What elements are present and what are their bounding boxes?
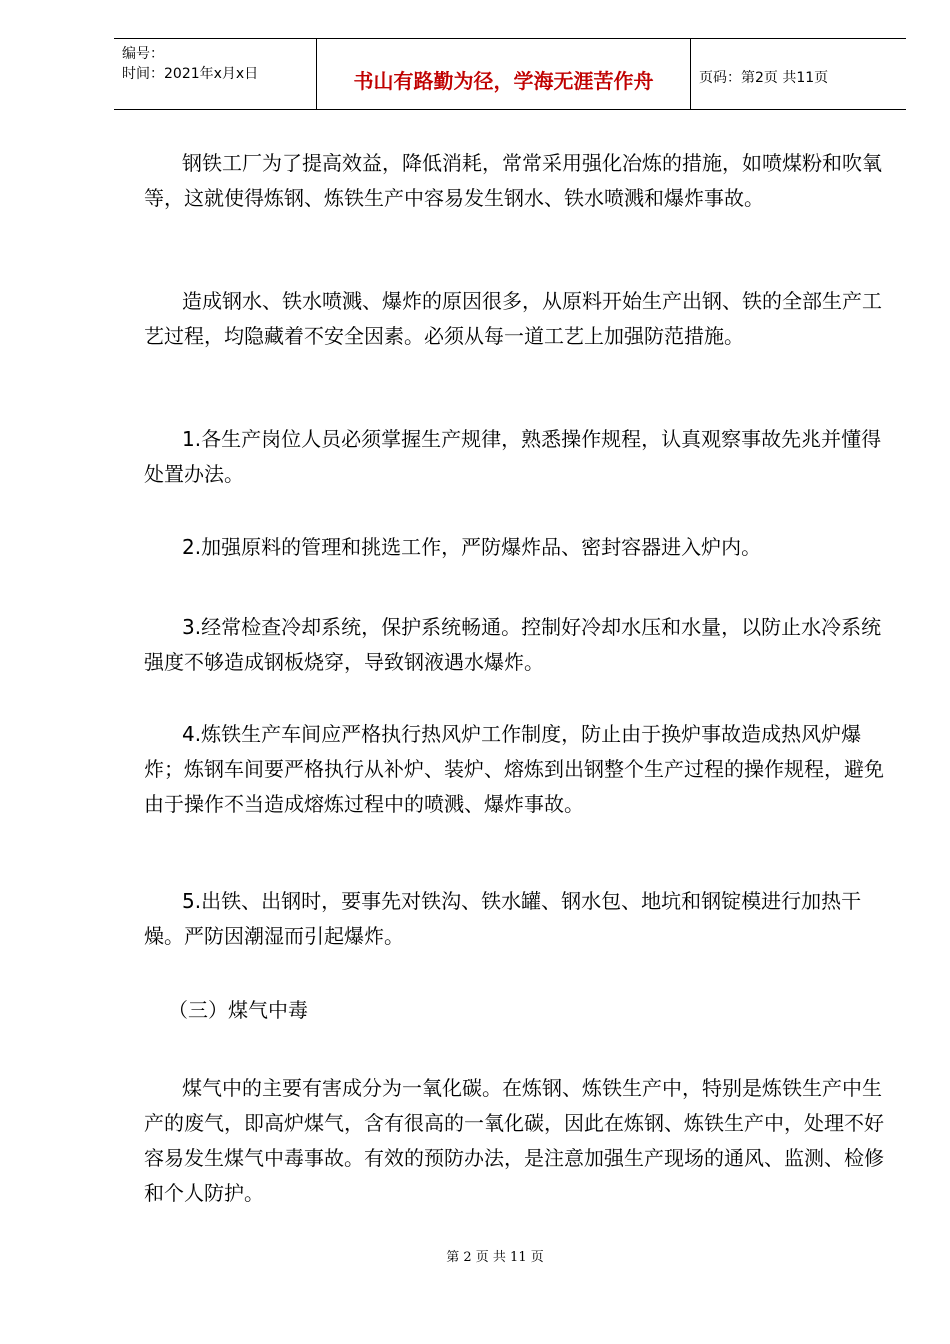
header-motto-cell: [317, 39, 691, 109]
document-number-label: 编号：: [122, 46, 164, 62]
list-item: 2.加强原料的管理和挑选工作，严防爆炸品、密封容器进入炉内。: [182, 535, 762, 559]
list-item: 3.经常检查冷却系统，保护系统畅通。控制好冷却水压和水量，以防止水冷系统强度不够造成钢板烧穿，导致钢液遇水爆炸。: [144, 615, 882, 674]
document-time-label: 时间：2021年x月x日: [122, 66, 259, 82]
paragraph: 煤气中的主要有害成分为一氧化碳。在炼钢、炼铁生产中，特别是炼铁生产中生产的废气，即高炉煤气，含有很高的一氧化碳，因此在炼钢、炼铁生产中，处理不好容易发生煤气中毒事故。有效的预防办法，是注意加强生产现场的通风、监测、检修和个人防护。: [144, 1076, 884, 1205]
header-page-number: 页码：第2页 共11页: [699, 70, 829, 86]
page-header: [114, 38, 906, 110]
section-heading: （三）煤气中毒: [168, 998, 308, 1022]
paragraph: 造成钢水、铁水喷溅、爆炸的原因很多，从原料开始生产出钢、铁的全部生产工艺过程，均隐藏着不安全因素。必须从每一道工艺上加强防范措施。: [144, 289, 882, 348]
list-item: 4.炼铁生产车间应严格执行热风炉工作制度，防止由于换炉事故造成热风炉爆炸；炼钢车间要严格执行从补炉、装炉、熔炼到出钢整个生产过程的操作规程，避免由于操作不当造成熔炼过程中的喷溅、爆炸事故。: [144, 722, 884, 816]
paragraph: 钢铁工厂为了提高效益，降低消耗，常常采用强化冶炼的措施，如喷煤粉和吹氧等，这就使得炼钢、炼铁生产中容易发生钢水、铁水喷溅和爆炸事故。: [144, 151, 882, 210]
header-meta-cell: [114, 39, 317, 109]
page-footer: 第 2 页 共 11 页: [446, 1250, 544, 1265]
list-item: 1.各生产岗位人员必须掌握生产规律，熟悉操作规程，认真观察事故先兆并懂得处置办法。: [144, 427, 882, 486]
header-motto: 书山有路勤为径，学海无涯苦作舟: [353, 69, 654, 93]
list-item: 5.出铁、出钢时，要事先对铁沟、铁水罐、钢水包、地坑和钢锭模进行加热干燥。严防因潮湿而引起爆炸。: [144, 889, 862, 948]
header-page-cell: [691, 39, 906, 109]
